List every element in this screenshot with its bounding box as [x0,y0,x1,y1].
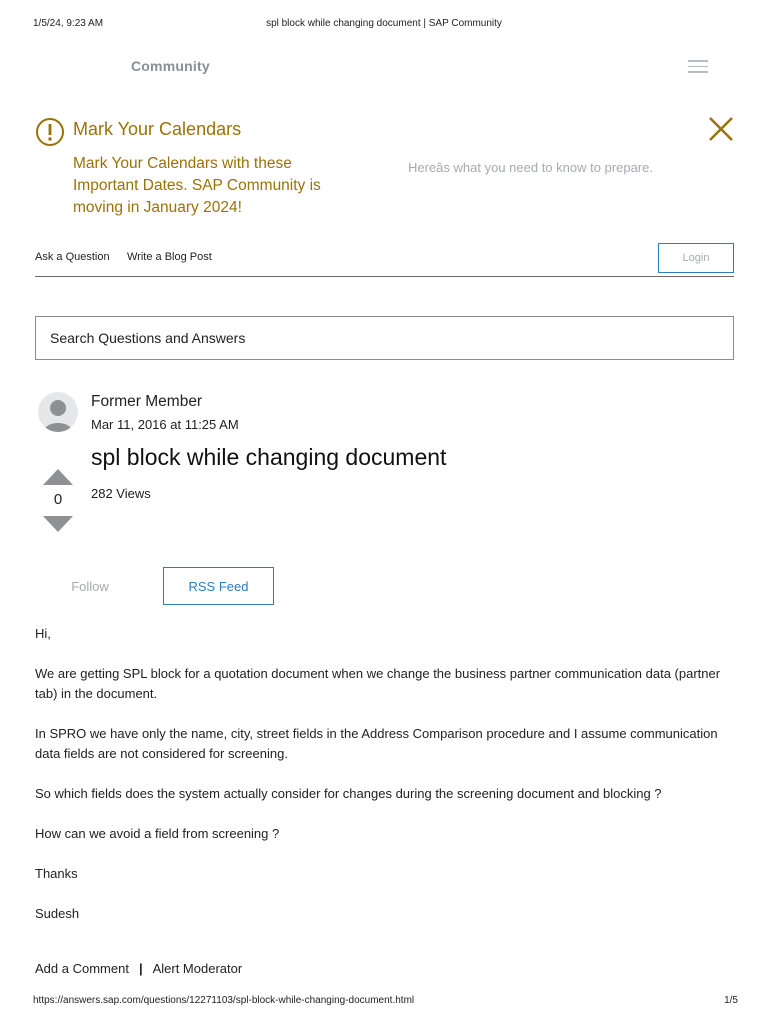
close-icon[interactable] [708,116,734,142]
vote-count: 0 [53,491,63,508]
exclamation-circle-icon [35,117,65,147]
print-footer [0,995,768,1009]
post-paragraph: Thanks [35,866,78,881]
hamburger-icon[interactable] [688,60,708,74]
print-url: https://answers.sap.com/questions/12271103/spl-block-while-changing-document.html [33,995,415,1006]
downvote-icon[interactable] [42,515,74,533]
brand-logo-text[interactable]: Community [131,58,210,74]
post-paragraph: Hi, [35,626,51,641]
print-datetime: 1/5/24, 9:23 AM [33,18,104,29]
post-paragraph: How can we avoid a field from screening ? [35,826,280,841]
post-actions [35,961,242,976]
banner-title: Mark Your Calendars [73,119,242,139]
alert-moderator-link[interactable]: Alert Moderator [152,961,243,976]
write-blog-link[interactable]: Write a Blog Post [127,251,212,263]
author-name[interactable]: Former Member [91,393,203,410]
post-paragraph: We are getting SPL block for a quotation document when we change the business partner communication data (partner tab) in the document. [35,666,721,701]
follow-button[interactable]: Follow [35,567,145,605]
search-input[interactable] [35,316,734,360]
banner-body: Mark Your Calendars with these Important Dates. SAP Community is moving in January 2024! [73,155,321,216]
announcement-banner [35,116,735,226]
rss-feed-button[interactable]: RSS Feed [163,567,274,605]
post-paragraph: In SPRO we have only the name, city, street fields in the Address Comparison procedure and I assume communication data fields are not considered for screening. [35,726,718,761]
ask-question-link[interactable]: Ask a Question [35,251,110,263]
print-page-title: spl block while changing document | SAP Community [266,18,502,29]
print-page-number: 1/5 [724,995,738,1006]
add-comment-link[interactable]: Add a Comment [35,961,129,976]
upvote-icon[interactable] [42,468,74,486]
view-count: 282 Views [91,486,151,501]
post-paragraph: Sudesh [35,906,80,921]
action-separator: | [138,961,143,976]
print-header [0,18,768,32]
top-nav [35,243,734,277]
page-title: spl block while changing document [91,444,447,470]
banner-info-link[interactable]: Hereâs what you need to know to prepare. [408,160,653,175]
post-paragraph: So which fields does the system actually consider for changes during the screening document and blocking ? [35,786,662,801]
avatar [38,392,78,432]
post-date: Mar 11, 2016 at 11:25 AM [91,417,239,432]
user-silhouette-icon [38,392,78,432]
login-button[interactable]: Login [658,243,734,273]
